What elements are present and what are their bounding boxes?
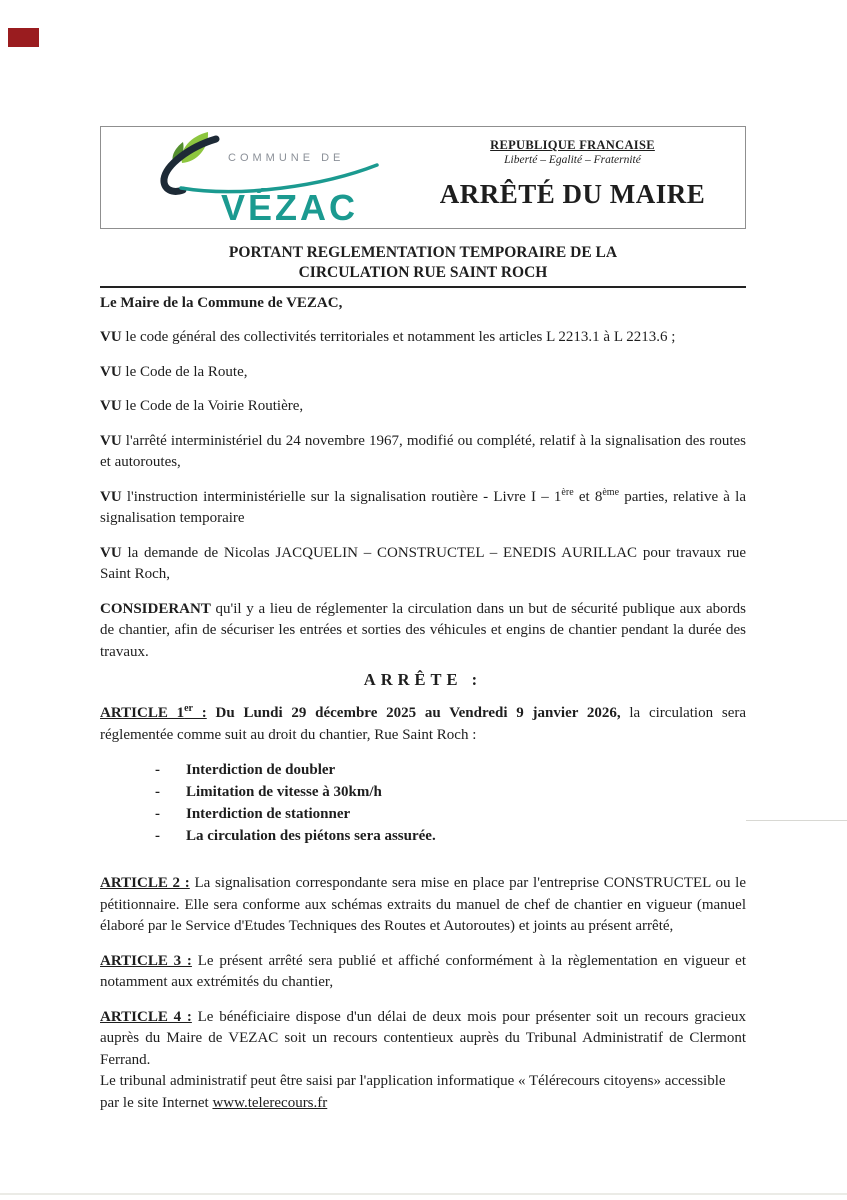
scan-bottom-artifact (0, 1193, 847, 1195)
vu-lead: VU (100, 329, 122, 345)
letterhead (100, 126, 746, 229)
letterhead-right (400, 127, 745, 210)
scan-edge-artifact (746, 820, 847, 821)
measure-text: Limitation de vitesse à 30km/h (186, 784, 382, 800)
vu-paragraph-2 (100, 362, 746, 384)
vu-lead: VU (100, 398, 122, 414)
vu-paragraph-6 (100, 543, 746, 586)
vu-text: le code général des collectivités territoriales et notamment les articles L 2213.1 à L 2213.6 ; (121, 329, 676, 345)
republic-title: REPUBLIQUE FRANCAISE (490, 138, 655, 152)
article-3-text: Le présent arrêté sera publié et affiché conformément à la règlementation en vigueur et notamment aux extrémités du chantier, (100, 952, 746, 990)
dash-bullet: - (155, 828, 160, 844)
vu-lead: VU (100, 544, 122, 561)
considerant-paragraph (100, 599, 746, 664)
list-item (155, 759, 746, 781)
article-2-text: La signalisation correspondante sera mise en place par l'entreprise CONSTRUCTEL ou le pétitionnaire. Elle sera conforme aux schémas extraits du manuel de chef de chantier en vigueur (manuel élaboré par le Service d'Etudes Techniques des Routes et Autoroutes) et joints au présent arrêté, (100, 875, 746, 934)
title-divider (100, 286, 746, 288)
republic-motto: Liberté – Egalité – Fraternité (504, 154, 641, 166)
vu-text: le Code de la Route, (121, 363, 248, 380)
article-1-text: la circulation sera réglementée comme suit au droit du chantier, Rue Saint Roch : (100, 705, 747, 743)
article-1-colon: : (192, 705, 207, 721)
list-item (155, 781, 746, 803)
vu-text: l'arrêté interministériel du 24 novembre 1967, modifié ou complété, relatif à la signalisation des routes et autoroutes, (100, 432, 746, 470)
title-line-1: PORTANT REGLEMENTATION TEMPORAIRE DE LA (228, 244, 618, 261)
vezac-logo (101, 132, 400, 224)
vu-text: parties, relative à la signalisation temporaire (100, 488, 746, 526)
vu-paragraph-5 (100, 487, 746, 530)
arrete-heading: ARRÊTE : (363, 670, 483, 689)
vu-text: le Code de la Voirie Routière, (121, 398, 304, 414)
measure-text: Interdiction de stationner (186, 806, 351, 822)
article-3-label: ARTICLE 3 : (100, 952, 192, 969)
article-1-ordinal: er (184, 703, 193, 714)
considerant-lead: CONSIDERANT (100, 600, 211, 617)
article-1-dates: Du Lundi 29 décembre 2025 au Vendredi 9 janvier 2026, (206, 705, 621, 721)
article-2-label: ARTICLE 2 : (100, 875, 190, 891)
document-content (100, 126, 746, 1114)
salutation: Le Maire de la Commune de VEZAC, (100, 295, 343, 311)
dash-bullet: - (155, 762, 160, 778)
article-3-paragraph (100, 951, 746, 994)
ordinal-suffix: ème (602, 486, 620, 498)
measure-text: La circulation des piétons sera assurée. (186, 828, 436, 844)
considerant-text: qu'il y a lieu de réglementer la circulation dans un but de sécurité publique aux abords de chantier, afin de sécuriser les entrées et sorties des véhicules et engins de chantier pendant la durée des travaux. (100, 600, 746, 660)
list-item (155, 825, 746, 847)
vu-lead: VU (100, 488, 122, 505)
vu-paragraph-3 (100, 396, 746, 418)
vu-text: et 8 (573, 488, 603, 505)
title-line-2: CIRCULATION RUE SAINT ROCH (298, 264, 548, 281)
article-2-paragraph (100, 873, 746, 938)
swoosh-icon (164, 139, 216, 191)
article-4-label: ARTICLE 4 : (100, 1008, 192, 1025)
telerecours-note (100, 1071, 746, 1114)
vu-lead: VU (100, 363, 122, 380)
vu-lead: VU (100, 432, 122, 449)
vezac-logo-graphic (131, 132, 383, 224)
article-1-paragraph (100, 703, 746, 746)
telerecours-text: Le tribunal administratif peut être saisi par l'application informatique « Télérecours citoyens» accessible par le site Internet (100, 1073, 726, 1111)
commune-name: VÉZAC (221, 186, 359, 224)
dash-bullet: - (155, 806, 160, 822)
article-1-label-text: ARTICLE 1 (100, 705, 185, 721)
vu-text: l'instruction interministérielle sur la signalisation routière - Livre I – 1 (121, 488, 562, 505)
scan-red-mark (8, 28, 39, 47)
document-title (100, 243, 746, 283)
telerecours-link[interactable]: www.telerecours.fr (212, 1094, 328, 1111)
article-4-text: Le bénéficiaire dispose d'un délai de deux mois pour présenter soit un recours gracieux auprès du Maire de VEZAC soit un recours contentieux auprès du Tribunal Administratif de Clermont Ferrand. (100, 1008, 746, 1068)
vu-paragraph-1 (100, 327, 746, 349)
measures-list (155, 759, 746, 847)
commune-label: COMMUNE DE (228, 151, 345, 164)
dash-bullet: - (155, 784, 160, 800)
article-1-label (100, 705, 207, 721)
measure-text: Interdiction de doubler (186, 762, 336, 778)
vu-text: la demande de Nicolas JACQUELIN – CONSTRUCTEL – ENEDIS AURILLAC pour travaux rue Saint Roch, (100, 544, 746, 582)
vu-paragraph-4 (100, 431, 746, 474)
list-item (155, 803, 746, 825)
ordinal-suffix: ère (561, 486, 574, 498)
document-type-title: ARRÊTÉ DU MAIRE (439, 179, 706, 209)
article-4-paragraph (100, 1007, 746, 1072)
